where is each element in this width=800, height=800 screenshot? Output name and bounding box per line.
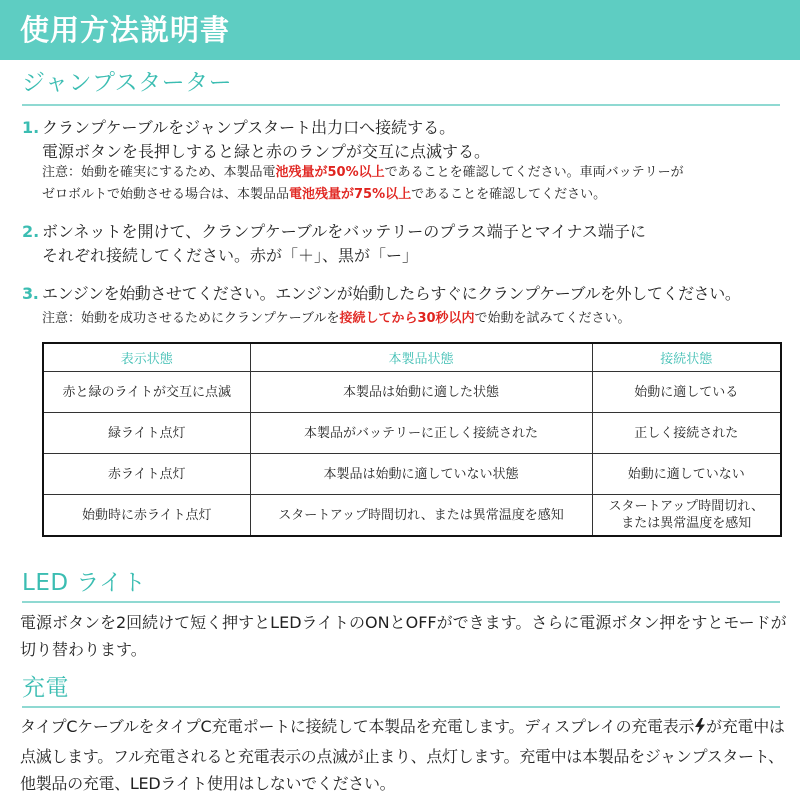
table-row: [43, 454, 781, 495]
note-text: 注意：始動を成功させるためにクランプケーブルを: [42, 311, 340, 326]
table-row: [43, 413, 781, 454]
table-cell: スタートアップ時間切れ、 または異常温度を感知: [592, 495, 781, 537]
table-cell: 緑ライト点灯: [43, 413, 250, 454]
section-title-charging: 充電: [22, 675, 69, 701]
table-cell: 始動に適していない: [592, 454, 781, 495]
table-cell: 本製品は始動に適していない状態: [250, 454, 592, 495]
step-text: ボンネットを開けて、クランプケーブルをバッテリーのプラス端子とマイナス端子に: [42, 222, 646, 241]
step-number: 3.: [22, 284, 39, 303]
note-text: であることを確認してください。: [411, 187, 607, 202]
note-highlight: 接続してから30秒以内: [339, 311, 475, 326]
section-divider: [22, 601, 780, 603]
table-header-row: [43, 343, 781, 372]
step-text: それぞれ接続してください。赤が「＋」、黒が「ー」: [42, 246, 419, 265]
table-cell: 赤と緑のライトが交互に点滅: [43, 372, 250, 413]
charging-description: [20, 713, 790, 797]
step-3-note: [42, 308, 631, 330]
table-cell: 本製品がバッテリーに正しく接続された: [250, 413, 592, 454]
note-text: ゼロボルトで始動させる場合は、本製品品: [42, 187, 290, 202]
step-number: 2.: [22, 222, 40, 241]
charging-text: タイプCケーブルをタイプC充電ポートに接続して本製品を充電します。ディスプレイの充電表示: [20, 717, 695, 736]
step-text: クランプケーブルをジャンプスタート出力口へ接続する。: [42, 118, 456, 137]
step-1: [22, 116, 490, 164]
step-2: [22, 220, 646, 268]
led-description: 電源ボタンを2回続けて短く押すとLEDライトのONとOFFができます。さらに電源ボタン押をすとモードが切り替わります。: [20, 613, 787, 659]
status-table: [42, 342, 782, 537]
table-row: [43, 372, 781, 413]
section-divider: [22, 706, 780, 708]
step-3: [22, 282, 740, 306]
column-header: 接続状態: [592, 343, 781, 372]
table-cell: 正しく接続された: [592, 413, 781, 454]
section-title-jump-starter: ジャンプスターター: [22, 70, 233, 96]
column-header: 表示状態: [43, 343, 250, 372]
note-highlight: 電池残量が75%以上: [289, 187, 412, 202]
table-cell: 本製品は始動に適した状態: [250, 372, 592, 413]
column-header: 本製品状態: [250, 343, 592, 372]
note-text: 注意：始動を確実にするため、本製品電: [42, 165, 276, 180]
table-cell: 始動に適している: [592, 372, 781, 413]
note-highlight: 池残量が50%以上: [275, 165, 385, 180]
page-title: 使用方法説明書: [20, 13, 231, 47]
table-cell: スタートアップ時間切れ、または異常温度を感知: [250, 495, 592, 537]
table-cell: 始動時に赤ライト点灯: [43, 495, 250, 537]
charging-text: が充電中は点滅します。フル充電されると充電表示の点滅が止まり、点灯します。充電中は本製品をジャンプスタート、他製品の充電、LEDライト使用はしないでください。: [20, 717, 785, 793]
table-cell: 赤ライト点灯: [43, 454, 250, 495]
section-divider: [22, 104, 780, 106]
step-number: 1.: [22, 118, 40, 137]
lightning-bolt-icon: [694, 716, 706, 743]
note-text: で始動を試みてください。: [474, 311, 631, 326]
step-text: 電源ボタンを長押しすると緑と赤のランプが交互に点滅する。: [42, 142, 491, 161]
step-1-note: [42, 162, 684, 206]
note-text: であることを確認してください。車両バッテリーが: [384, 165, 684, 180]
step-text: エンジンを始動させてください。エンジンが始動したらすぐにクランプケーブルを外してください。: [42, 284, 741, 303]
section-title-led: LED ライト: [22, 570, 147, 596]
table-row: [43, 495, 781, 537]
